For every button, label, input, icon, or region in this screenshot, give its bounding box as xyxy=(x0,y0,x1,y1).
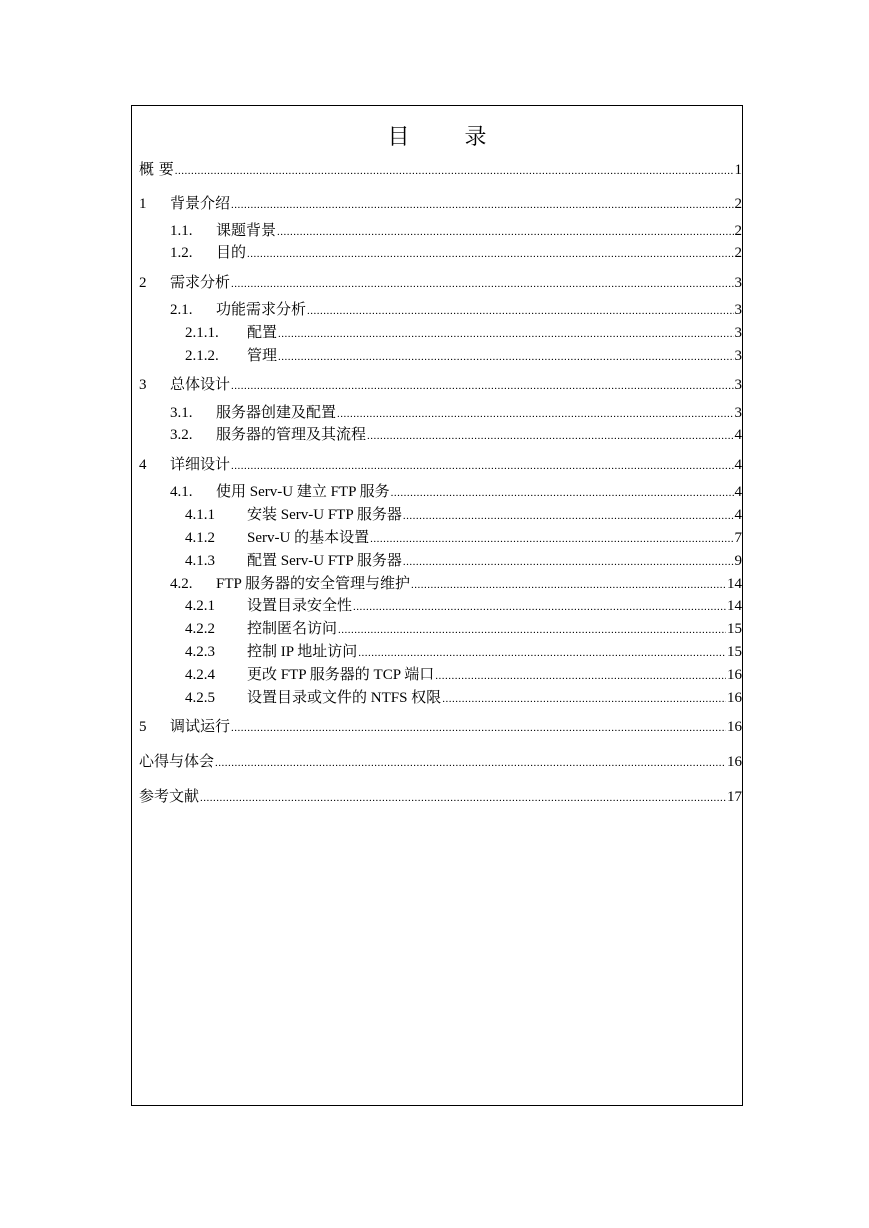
toc-entry[interactable] xyxy=(139,159,742,181)
toc-entry-number: 4.1.1 xyxy=(185,507,215,523)
toc-entry-title: 服务器的管理及其流程 xyxy=(216,427,367,443)
toc-entry-title: 设置目录或文件的 NTFS 权限 xyxy=(247,690,442,706)
toc-entry-title: 课题背景 xyxy=(216,223,277,239)
toc-entry-page-number: 7 xyxy=(734,530,742,546)
toc-dot-leader xyxy=(403,506,734,526)
toc-entry-title: 目的 xyxy=(216,245,247,261)
toc-entry-title: 更改 FTP 服务器的 TCP 端口 xyxy=(247,667,435,683)
toc-entry-title: 设置目录安全性 xyxy=(247,598,353,614)
toc-entry-page-number: 3 xyxy=(734,348,742,364)
toc-dot-leader xyxy=(435,666,726,686)
toc-entry-title: 配置 xyxy=(247,325,278,341)
toc-entry-number: 3.1. xyxy=(170,405,193,421)
toc-dot-leader xyxy=(367,426,733,446)
toc-entry-page-number: 2 xyxy=(734,196,742,212)
toc-entry-title: 功能需求分析 xyxy=(216,302,307,318)
toc-entry[interactable] xyxy=(170,243,742,264)
toc-dot-leader xyxy=(200,788,726,808)
toc-entry-page-number: 3 xyxy=(734,302,742,318)
toc-entry-page-number: 15 xyxy=(727,621,742,637)
toc-entry[interactable] xyxy=(170,425,742,446)
toc-entry-title: 安装 Serv-U FTP 服务器 xyxy=(247,507,402,523)
toc-entry-page-number: 1 xyxy=(734,162,742,178)
toc-dot-leader xyxy=(231,456,733,476)
toc-dot-leader xyxy=(353,597,726,617)
toc-entry-title: 管理 xyxy=(247,348,278,364)
toc-entry-number: 2.1.2. xyxy=(185,348,219,364)
toc-entry[interactable] xyxy=(185,665,742,686)
toc-entry[interactable] xyxy=(139,786,742,808)
toc-entry-title: 心得与体会 xyxy=(139,752,215,770)
toc-dot-leader xyxy=(358,643,726,663)
toc-entry[interactable] xyxy=(185,596,742,617)
toc-dot-leader xyxy=(278,347,733,367)
toc-entry-page-number: 2 xyxy=(734,223,742,239)
toc-entry-number: 3 xyxy=(139,377,147,393)
toc-frame xyxy=(131,105,743,1106)
toc-dot-leader xyxy=(231,376,733,396)
toc-dot-leader xyxy=(231,195,733,215)
toc-entry-page-number: 3 xyxy=(734,377,742,393)
toc-entry-title: 使用 Serv-U 建立 FTP 服务 xyxy=(216,484,390,500)
toc-entry-number: 4.1. xyxy=(170,484,193,500)
toc-entry[interactable] xyxy=(170,221,742,242)
toc-entry[interactable] xyxy=(170,482,742,503)
toc-entry-number: 3.2. xyxy=(170,427,193,443)
toc-entry-page-number: 16 xyxy=(727,667,742,683)
toc-entry[interactable] xyxy=(139,272,742,294)
toc-entry-number: 1.1. xyxy=(170,223,193,239)
toc-entry-page-number: 3 xyxy=(734,275,742,291)
toc-entry[interactable] xyxy=(185,323,742,344)
toc-entry[interactable] xyxy=(185,619,742,640)
toc-entry-page-number: 16 xyxy=(727,690,742,706)
toc-entry-page-number: 16 xyxy=(727,754,742,770)
toc-dot-leader xyxy=(411,575,726,595)
toc-entry-page-number: 14 xyxy=(727,576,742,592)
toc-entry-title: 详细设计 xyxy=(170,455,231,473)
toc-entry-title: 配置 Serv-U FTP 服务器 xyxy=(247,553,402,569)
toc-entry-number: 1 xyxy=(139,196,147,212)
toc-title: 目 录 xyxy=(387,125,511,150)
toc-entry[interactable] xyxy=(185,551,742,572)
toc-entry-number: 4.2.2 xyxy=(185,621,215,637)
toc-entry-number: 2.1. xyxy=(170,302,193,318)
toc-entry-number: 4 xyxy=(139,457,147,473)
toc-entry-number: 2 xyxy=(139,275,147,291)
toc-entry-number: 1.2. xyxy=(170,245,193,261)
toc-entry-page-number: 4 xyxy=(734,457,742,473)
toc-entry[interactable] xyxy=(170,574,742,595)
toc-entry-title: 总体设计 xyxy=(170,375,231,393)
toc-dot-leader xyxy=(277,222,733,242)
toc-entry-title: 需求分析 xyxy=(170,273,231,291)
toc-dot-leader xyxy=(370,529,733,549)
toc-entry-page-number: 15 xyxy=(727,644,742,660)
toc-entry-title: 控制匿名访问 xyxy=(247,621,338,637)
toc-dot-leader xyxy=(337,404,733,424)
toc-entry-number: 5 xyxy=(139,719,147,735)
toc-entry[interactable] xyxy=(139,751,742,773)
toc-entry-number: 2.1.1. xyxy=(185,325,219,341)
toc-entry-title: 背景介绍 xyxy=(170,194,231,212)
toc-entry-number: 4.2.4 xyxy=(185,667,215,683)
toc-dot-leader xyxy=(247,244,733,264)
toc-dot-leader xyxy=(338,620,726,640)
toc-entry-page-number: 3 xyxy=(734,325,742,341)
toc-entry[interactable] xyxy=(185,642,742,663)
toc-entry-title: 调试运行 xyxy=(170,717,231,735)
toc-entry-title: 参考文献 xyxy=(139,787,200,805)
toc-entry[interactable] xyxy=(139,374,742,396)
toc-entry-page-number: 4 xyxy=(734,427,742,443)
toc-entry[interactable] xyxy=(185,505,742,526)
toc-entry-title: 控制 IP 地址访问 xyxy=(247,644,358,660)
toc-dot-leader xyxy=(442,689,726,709)
toc-dot-leader xyxy=(307,301,733,321)
toc-entry[interactable] xyxy=(170,300,742,321)
toc-dot-leader xyxy=(403,552,734,572)
toc-entry-title: 服务器创建及配置 xyxy=(216,405,337,421)
toc-entry-page-number: 17 xyxy=(727,789,742,805)
toc-entry[interactable] xyxy=(139,716,742,738)
toc-entry-page-number: 4 xyxy=(734,484,742,500)
toc-entry[interactable] xyxy=(185,346,742,367)
toc-entry-title: FTP 服务器的安全管理与维护 xyxy=(216,576,411,592)
toc-entry[interactable] xyxy=(139,193,742,215)
toc-entry[interactable] xyxy=(170,403,742,424)
toc-entry-title: Serv-U 的基本设置 xyxy=(247,530,370,546)
toc-entry-number: 4.1.3 xyxy=(185,553,215,569)
toc-entry[interactable] xyxy=(185,688,742,709)
toc-entry-page-number: 3 xyxy=(734,405,742,421)
toc-dot-leader xyxy=(215,753,726,773)
toc-entry[interactable] xyxy=(185,528,742,549)
toc-entry-number: 4.1.2 xyxy=(185,530,215,546)
toc-entry-page-number: 4 xyxy=(734,507,742,523)
toc-dot-leader xyxy=(278,324,733,344)
toc-entry-number: 4.2.1 xyxy=(185,598,215,614)
toc-entry-number: 4.2.5 xyxy=(185,690,215,706)
toc-entry-page-number: 2 xyxy=(734,245,742,261)
toc-dot-leader xyxy=(231,274,733,294)
toc-entry-page-number: 14 xyxy=(727,598,742,614)
toc-dot-leader xyxy=(175,161,734,181)
toc-entry-page-number: 16 xyxy=(727,719,742,735)
toc-entry-number: 4.2.3 xyxy=(185,644,215,660)
toc-entry-title: 概 要 xyxy=(139,160,174,178)
toc-entry-page-number: 9 xyxy=(734,553,742,569)
toc-entry-number: 4.2. xyxy=(170,576,193,592)
toc-dot-leader xyxy=(231,718,726,738)
toc-dot-leader xyxy=(391,483,734,503)
toc-entry[interactable] xyxy=(139,454,742,476)
